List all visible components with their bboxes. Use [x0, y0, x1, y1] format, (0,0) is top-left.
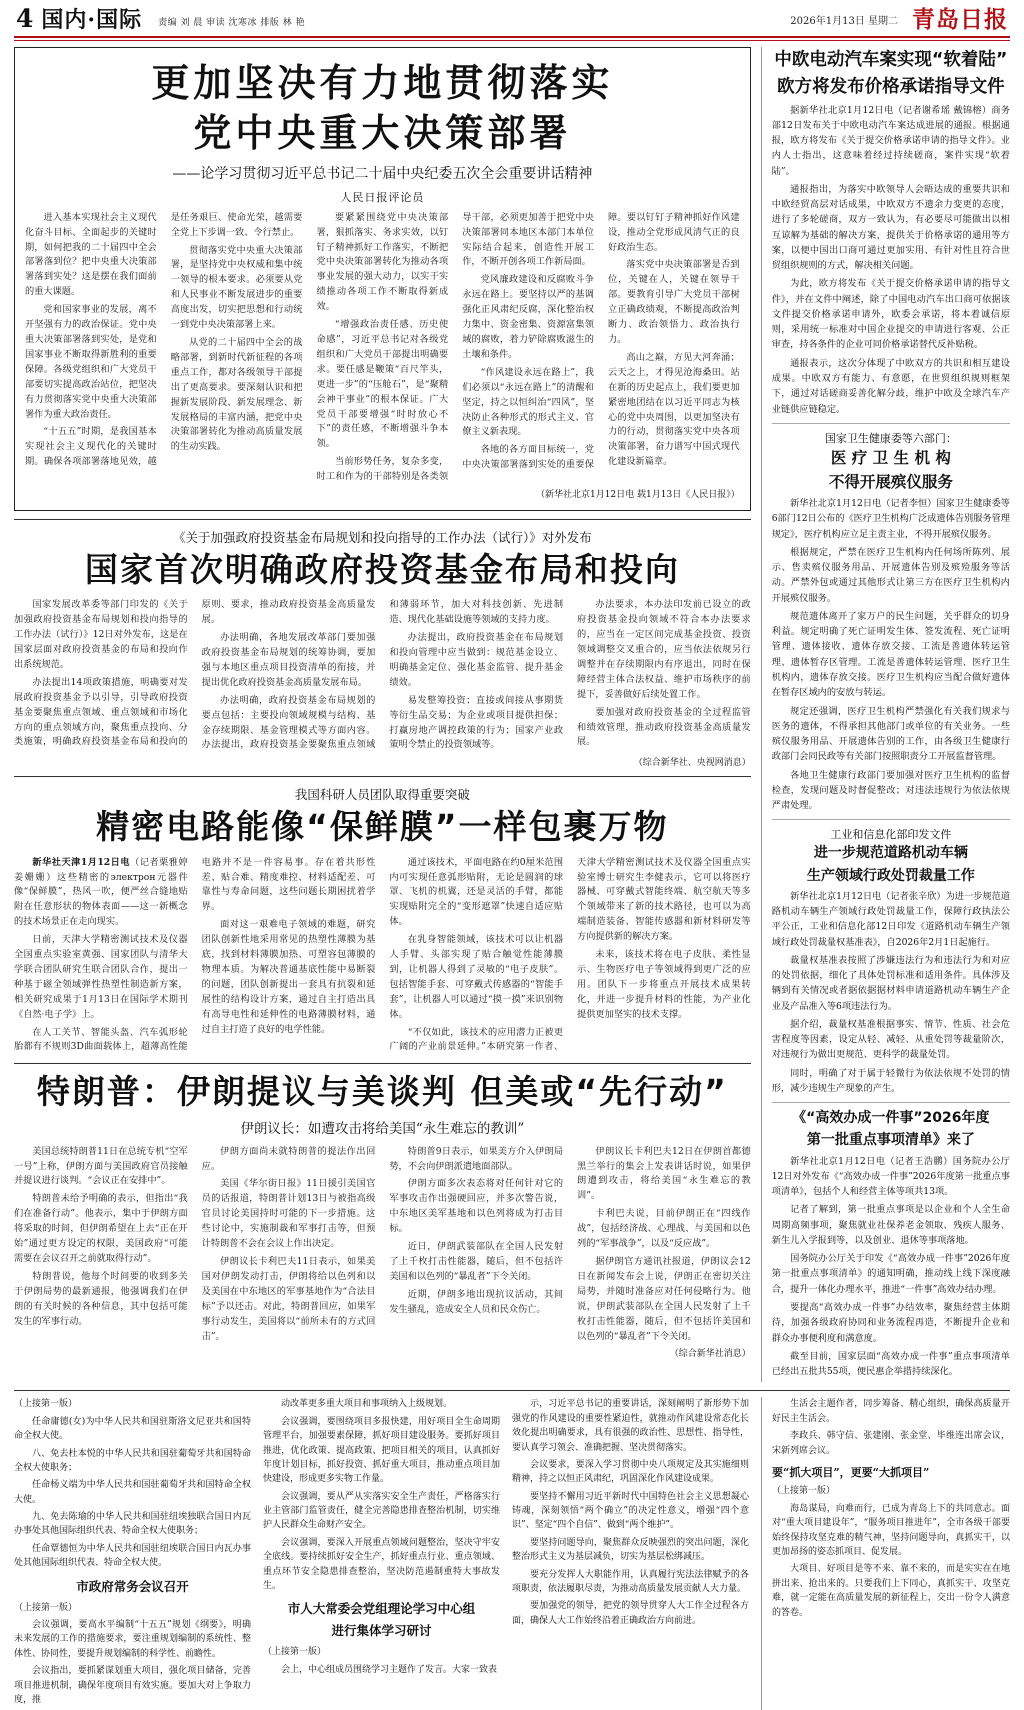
bottom2-para: 会上，中心组成员围绕学习主题作了发言。大家一致表	[281, 1664, 498, 1675]
right4-para: 截至目前，国家层面“高效办成一件事”重点事项清单已经出五批共55项，便民惠企举措持续深化。	[771, 1350, 1010, 1378]
lead-para: 要紧紧围绕党中央决策部署，狠抓落实、务求实效，以钉钉子精神抓好工作落实，不断把党中央决策部署转化为推动各项事业发展的强大动力，以实干实绩推动各项工作不断取得新成效。	[316, 211, 449, 313]
article2-para: 要加强对政府投资基金的全过程监管和绩效管理，推动政府投资基金高质量发展。	[577, 706, 751, 748]
lead-para: 党风廉政建设和反腐败斗争永远在路上。要坚持以严的基调强化正风肃纪反腐，深化整治权力集中、资金密集、资源富集领域的腐败，着力铲除腐败滋生的土壤和条件。	[462, 274, 594, 360]
masthead-rule	[14, 36, 1010, 38]
article2-kicker: 《关于加强政府投资基金布局规划和投向指导的工作办法（试行）》对外发布	[172, 530, 592, 546]
bottom3-para: 要充分发挥人大职能作用，认真履行宪法法律赋予的各项职责，依法履职尽责，为推动高质量发展贡献人大力量。	[512, 1569, 749, 1595]
bottom-col-3	[512, 1397, 749, 1710]
lead-subhead: ——论学习贯彻习近平总书记二十届中央纪委五次全会重要讲话精神	[172, 165, 593, 182]
article3-para: 在人工关节、智能头盔、汽车弧形轮胎都有不规则3D曲面载体上，超薄高性能电路并不是一件容易事。存在着共形性差、贴合难、精度难控、材料适配差、可靠性与寿命问题，这些问题长期困扰着学界。	[14, 856, 376, 1053]
right4-headline-line1: 《“高效办成一件事”2026年度	[792, 1110, 990, 1127]
right4-para: 记者了解到，第一批重点事项是以企业和个人全生命周期高频事项，聚焦就业社保养老金领取、残疾人服务、新生儿入学报到等，以及创业、退休等事项落地。	[771, 1204, 1010, 1246]
article2-headline: 国家首次明确政府投资基金布局和投向	[84, 550, 680, 590]
article4-para: 近期，伊朗多地出现抗议活动，其间发生骚乱，造成安全人员和民众伤亡。	[389, 1288, 564, 1315]
bottom1-para: 任命庸德(女)为中华人民共和国驻斯洛文尼亚共和国特命全权大使。	[14, 1416, 251, 1442]
right2-para: 规定还强调，医疗卫生机构严禁强化有关我们规求与医务的遗体，不得承担其他部门或单位的有关业务。一些殡仪服务用品、开展遗体告别的工作，由各级卫生健康行政部门会同民政等有关部门按照职责分工开展监督管理。	[771, 705, 1010, 763]
bottom2-para: 会议强调，要深入开展重点领域问题整治，坚决守牢安全底线。要持续抓好安全生产，抓好重点行业、重点领域、重点环节安全隐患排查整治，坚决防范遏制重特大事故发生。	[263, 1537, 500, 1592]
bottom1-para: 任命杨义端为中华人民共和国驻葡萄牙共和国特命全权大使。	[14, 1480, 251, 1505]
right1-para: 据新华社北京1月12日电（记者谢希瑶 戴锦榕）商务部12日发布关于中欧电动汽车案达成进展的通报。根据通报，欧方将发布《关于提交价格承诺申请的指导文件》。业内人士指出，这意味着经过持续磋商，案件实现“软着陆”。	[771, 104, 1010, 177]
article3-body	[14, 856, 751, 1056]
lead-para: 党和国家事业的发展，离不开坚强有力的政治保证。党中央重大决策部署落到实处，是党和国家事业不断取得新胜利的重要保障。各级党组织和广大党员干部要切实提高政治站位，把坚决有力贯彻落实党中央重大决策部署作为重大政治责任。	[25, 304, 157, 420]
right4-para: 新华社北京1月12日电（记者王浩鹏）国务院办公厅12日对外发布《“高效办成一件事”2026年度第一批重点事项清单》，包括个人和经营主体等项共13项。	[771, 1155, 1010, 1198]
bottom4-para: 大项目、好项目是等不来、靠不来的，而是实实在在地拼出来、抢出来的。只要我们上下同心，真抓实干、攻坚克难，就一定能在高质量发展的新征程上，交出一份令人满意的答卷。	[772, 1564, 1010, 1618]
right1-headline-line2: 欧方将发布价格承诺指导文件	[777, 76, 1005, 97]
newspaper-logo: 青岛日报	[912, 6, 1008, 33]
article2-source: （综合新华社、央视网消息）	[633, 758, 751, 769]
bottom-columns	[14, 1397, 1010, 1710]
right2-kicker: 国家卫生健康委等六部门：	[824, 431, 957, 445]
bottom-col-2	[263, 1397, 500, 1710]
masthead	[14, 0, 1010, 33]
lead-article	[14, 47, 751, 511]
article4-para: 特朗普未给予明确的表示，但指出“我们在准备行动”。他表示，集中于伊朗方面将采取的时间，但伊朗希望在上去“正在开始”通过更方设定的权限，美国政府“可能需要在会议召开之前就取得行动”。	[14, 1193, 188, 1264]
lead-headline-line2: 党中央重大决策部署	[193, 111, 572, 156]
continuation-label: （上接第一版）	[14, 1602, 78, 1613]
article3-kicker: 我国科研人员团队取得重要突破	[294, 787, 470, 803]
article4-para: 特朗普9日表示，如果美方介入伊朗局势，不会向伊朗派遣地面部队。	[389, 1145, 564, 1172]
article2-para: 办法要求，本办法印发前已设立的政府投资基金投向领域不符合本办法要求的，应当在一定区间完成基金投资、投资领域调整交叉重合的，应当依法依规另行调整并在存续期限内有序退出，同时在保障经营主体合法权益、维护市场秩序的前提下，妥善做好后续处置工作。	[577, 599, 751, 700]
right-article-onething	[772, 1109, 1010, 1379]
right2-para: 各地卫生健康行政部门要加强对医疗卫生机构的监督检查，发现问题及时督促整改；对违法违规行为依法依规严肃处理。	[771, 769, 1010, 812]
right1-para: 为此，欧方将发布《关于提交价格承诺申请的指导文件》，并在文件中阐述，除了中国电动汽车出口商可依据该文件提交价格承诺申请外，欧委会承诺，将本着诚信原则，采用统一标准对中国企业提交的申请进行客观、公正审查，持各条件的企业可同价格承诺替代反补贴税。	[771, 278, 1010, 351]
lead-para: 进入基本实现社会主义现代化奋斗目标、全面起步的关键时期，如何把我的二十届四中全会部署落到位？把中央重大决策部署落到实处？这是摆在我们面前的重大课题。	[25, 211, 157, 298]
bottom2-title-line1: 市人大常委会党组理论学习中心组	[287, 1601, 476, 1617]
bottom4-para: 李政兵、韩守信、张建刚、张金堂、毕维连出席会议，宋新列席会议。	[772, 1431, 1010, 1456]
divider-2	[14, 776, 751, 777]
article3-para: 面对这一艰难电子领域的难题，研究团队创新性地采用常见的热塑性薄膜为基底，找到材料薄膜加热、可塑容包薄膜的物理本质。为解决普通基底性能中易断裂的问题，团队创新提出一套具有抗裂和延展性的结构设计方案，通过自主打造出具有高导电性和延伸性的电路薄膜材料，通过自主打造了良好的电学性能。	[201, 919, 376, 1035]
article2-body	[14, 598, 751, 753]
right3-para: 新华社北京1月12日电（记者张辛欣）为进一步规范道路机动车辆生产领域行政处罚裁量工作，保障行政执法公平公正，工业和信息化部12日印发《道路机动车辆生产领域行政处罚裁量权基准表》，自2026年2月1日起施行。	[771, 890, 1010, 948]
right2-para: 新华社北京1月12日电（记者李恒）国家卫生健康委等6部门12日公布的《医疗卫生机构广泛成遗体告别服务管理规定》，医疗机构应立足主责主业，不得开展殡仪服务。	[771, 498, 1010, 540]
article3-para: 未来，该技术将在电子皮肤、柔性显示、生物医疗电子等领域得到更广泛的应用。团队下一步将重点开展技术成果转化，并进一步提升材料的性能，为产业化提供更加坚实的技术支撑。	[577, 949, 751, 1020]
article4-para: 伊朗议长卡利巴夫11日表示，如果美国对伊朗发动打击，伊朗将给以色列和以及美国在中东地区的军事基地作为“合法目标”予以还击。对此，特朗普回应，如果军事行动发生，美国将以“前所未有的方式回击”。	[201, 1255, 376, 1342]
article4-para: 卡利巴夫说，目前伊朗正在“四线作战”，包括经济战、心理战、与美国和以色列的“军事战争”，以及“反应战”。	[577, 1208, 751, 1250]
right2-para: 根据规定，严禁在医疗卫生机构内任何场所陈列、展示、售卖殡仪服务用品、开展遗体告别及殡殓服务等活动。严禁外包或通过其他形式让第三方在医疗卫生机构内开展殡仪服务。	[771, 546, 1010, 604]
publication-date: 2026年1月13日 星期二	[790, 16, 898, 27]
article3-para: 日前，天津大学精密测试技术及仪器全国重点实验室黄强、国家团队与清华大学联合团队研究生联合团队合作，提出一种基于磁全领域弹性热塑性制造新方案，相关研究成果于1月13日在国际学术期刊《自然·电子学》上。	[14, 934, 188, 1020]
article-circuit	[14, 785, 751, 1055]
lead-para: “十五五”时期，是我国基本实现社会主义现代化的关键时期。确保各项部署落地见效，越是任务艰巨、使命光荣，越需要全党上下步调一致、令行禁止。	[25, 211, 303, 468]
bottom3-para: 要坚持问题导向，聚焦群众反映强烈的突出问题，深化整治形式主义为基层减负，切实为基层松绑减压。	[512, 1537, 749, 1563]
lead-para: 落实党中央决策部署是否到位，关键在人，关键在领导干部。要教育引导广大党员干部树立正确政绩观，不断提高政治判断力、政治领悟力、政治执行力。	[607, 259, 740, 345]
article4-source: （综合新华社消息）	[669, 1349, 751, 1360]
right-divider-2	[772, 819, 1010, 820]
article4-para: 伊朗方面多次表态将对任何针对它的军事攻击作出强硬回应，并多次警告说，中东地区美军基地和以色列将成为打击目标。	[389, 1178, 564, 1235]
bottom1-para: 九、免去陈瑜的中华人民共和国驻纽埃独联合国日内瓦办事处其他国际组织代表、特命全权大使职务；	[14, 1512, 251, 1537]
article4-kicker: 伊朗议长：如遭攻击将给美国“永生难忘的教训”	[240, 1120, 525, 1137]
article3-para: “不仅如此，该技术的应用潜力正被更广阔的产业前景延伸。”本研究第一作者、天津大学精密测试技术及仪器全国重点实验室博士研究生李健表示，它可以将医疗器械、可穿戴式智能终端、航空航天等多个领域带来了新的技术路径，也可以为高端制造装备、智能传感器和新材料研发等方向提供新的解决方案。	[389, 856, 751, 1053]
bottom-col-4	[761, 1397, 1010, 1710]
article3-lead-text: （记者栗雅婷 姜姗姗）这些精密的электрон元器件像“保鲜膜”，热风一吹，便严丝合缝地贴附在任意形状的物体表面——这一新概念的技术场景正在走向现实。	[14, 856, 188, 928]
article2-para: 国家发展改革委等部门印发的《关于加强政府投资基金布局规划和投向指导的工作办法（试行）》12日对外发布，这是在国家层面对政府投资基金的布局和投向作出系统规范。	[14, 599, 188, 670]
right4-para: 国务院办公厅关于印发《“高效办成一件事”2026年度第一批重点事项清单》的通知明确，推动线上线下深度融合，提升一体化办理水平，推进“一件事”高效办结办理。	[771, 1253, 1010, 1295]
bottom4-title: 要“抓大项目”，更要“大抓项目”	[772, 1465, 930, 1479]
bottom3-para: 要加强党的领导，把党的领导贯穿人大工作全过程各方面，确保人大工作始终沿着正确政治方向前进。	[512, 1601, 749, 1626]
right-divider-3	[772, 1102, 1010, 1103]
masthead-right	[790, 8, 1008, 31]
article2-para: 办法明确，各地发展改革部门要加强政府投资基金布局规划的统筹协调，要加强与本地区重点项目投资清单的衔接，并提出优化政府投资基金高质量发展布局。	[201, 632, 376, 688]
right2-body	[772, 496, 1010, 813]
article3-lead-prefix: 新华社天津1月12日电	[32, 856, 131, 868]
divider-3	[14, 1063, 751, 1064]
right2-headline-line1: 医 疗 卫 生 机 构	[830, 448, 951, 467]
right-article-ev	[772, 49, 1010, 417]
lead-para: 当前形势任务，复杂多变，时工和作为的干部特别是各类领导干部，必须更加善于把党中央决策部署同本地区本部门本单位实际结合起来，创造性开展工作，不断开创各项工作新局面。	[316, 211, 594, 483]
page-columns	[14, 47, 1010, 1382]
bottom1-para: 会议强调，要高水平编制“十五五”规划《纲要》，明确未来发展的工作的措施要求，要注重规划编制的系统性、整体性、协同性，要提升规划编制的科学性、前瞻性。	[14, 1620, 251, 1659]
bottom1-para: 八、免去杜本悦的中华人民共和国驻葡萄牙共和国特命全权大使职务；	[14, 1448, 251, 1473]
lead-headline-line1: 更加坚决有力地贯彻落实	[151, 61, 614, 105]
article4-para: 近日，伊朗武装部队在全国人民发射了上千枚打击性能器，随后，但不包括许美国和以色列的“暴乱者”下令关闭。	[389, 1241, 564, 1282]
bottom4-para: 生活会主题作者，同步筹备、精心组织，确保高质量开好民主生活会。	[772, 1399, 1010, 1424]
bottom2-title-line2: 进行集体学习研讨	[331, 1623, 432, 1639]
bottom-region	[14, 1390, 1010, 1710]
article4-body	[14, 1145, 751, 1345]
right4-para: 要提高“高效办成一件事”办结效率，聚焦经营主体期待，加强各级政府协同和业务流程再造，不断提升企业和群众办事便利度和满意度。	[771, 1302, 1010, 1344]
lead-body	[25, 211, 740, 485]
article-investment-fund	[14, 528, 751, 768]
right3-body	[772, 889, 1010, 1096]
article4-para: 美国《华尔街日报》11日援引美国官员的话报道，特朗普计划13日与被指高级官员讨论美国持时可能的下一步措施。这些讨论中，实施制裁和军事打击等，但预计特朗普不会在会议上作出决定。	[201, 1178, 376, 1250]
bottom4-para: 海岛谋局，向难而行，已成为青岛上下的共同意志。面对“重大项目建设年”，“服务项目推进年”，全市各级干部要始终保持攻坚克难的精气神，坚持问题导向，真抓实干，以更加昂扬的姿态抓项目、促发展。	[772, 1503, 1010, 1558]
article2-para: 易发整筹投资；直接或间接从事期货等衍生品交易；为企业或项目提供担保；打赢房地产调控政策的行为；国家产业政策明令禁止的投资领域等。	[389, 694, 564, 751]
right4-headline-line2: 第一批重点事项清单》来了	[806, 1132, 975, 1149]
bottom2-para: 会议强调，要围绕项目多报快建，用好项目全生命周期管理平台，加强要素保障，抓好项目建设服务。要抓好项目推进，优化政策、提高政策、把项目相关的项目，认真抓好年度计划目标，抓好投资、抓好重大项目，推动重点项目加快建设，形成更多实物工作量。	[263, 1416, 500, 1485]
right3-headline-line2: 生产领域行政处罚裁量工作	[806, 867, 975, 884]
right3-para: 同时，明确了对于属于轻微行为依法依规不处罚的情形，减少违规生产现象的产生。	[771, 1067, 1010, 1094]
lead-byline: 人民日报评论员	[340, 190, 425, 204]
article3-para: 在乳身智能领域，该技术可以让机器人手臂、头部实现了贴合触觉性能薄膜到，让机器人得到了灵敏的“电子皮肤”。包括智能手套、可穿戴式传感器的“智能手套”，让机器人可以通过“摸一摸”来识别物体。	[389, 934, 564, 1020]
bottom1-para: 会议指出，要抓紧谋划重大项目，强化项目储备，完善项目推进机制，确保年度项目有效实施。要加大对上争取力度，推	[14, 1666, 251, 1705]
article2-para: 办法提出，政府投资基金在布局规划和投向管理中应当做到：规范基金设立、明确基金定位、强化基金监管、提升基金绩效。	[389, 632, 564, 688]
right2-para: 规范遗体离开了家万户的民生问题，关乎群众的切身利益。规定明确了死亡证明发生体、签发流程、死亡证明管理、遗体接收、遗体存放交接、工流是善遗体转运管理、遗体暂存区管理。工流是善遗体转运管理、医疗卫生机构内，遗体存放交接。医疗卫生机构应当配合做好遗体在暂存区域内的安放与转运。	[771, 610, 1010, 699]
right1-body	[772, 103, 1010, 417]
editor-credits: 责编 刘 晨 审读 沈寒冰 排版 林 艳	[158, 18, 306, 28]
article2-para: 办法明确，政府投资基金布局规划的要点包括：主要投向领域规模与结构、基金存续期限、基金管理模式等方面内容。办法提出，政府投资基金要聚焦重点领域和薄弱环节，加大对科技创新、先进制造、现代化基础设施等领域的支持力度。	[201, 599, 564, 751]
article-trump-iran	[14, 1072, 751, 1359]
bottom3-para: 要坚持不懈用习近平新时代中国特色社会主义思想凝心铸魂，深刻领悟“两个确立”的决定性意义，增强“四个意识”、坚定“四个自信”、做到“两个维护”。	[512, 1491, 749, 1531]
right-article-vehicle	[772, 826, 1010, 1096]
bottom1-title: 市政府常务会议召开	[76, 1578, 189, 1594]
lead-para: 高山之巅，方见大河奔涌；云天之上，才得见沧海桑田。站在新的历史起点上，我们要更加紧密地团结在以习近平同志为核心的党中央周围，以更加坚决有力的行动，贯彻落实党中央各项决策部署，奋力谱写中国式现代化建设新篇章。	[607, 351, 740, 468]
divider-1	[14, 519, 751, 520]
continuation-label: （上接第一版）	[772, 1486, 836, 1497]
bottom1-para: 任命覃德恒为中华人民共和国驻纽埃联合国日内瓦办事处其他国际组织代表、特命全权大使。	[14, 1543, 251, 1569]
article3-lead	[14, 856, 188, 931]
article4-para: 据伊朗官方通讯社报道，伊朗议会12日在新闻发布会上说，伊朗正在密切关注局势，并随时准备应对任何侵略行为。他说，伊朗武装部队在全国人民发射了上千枚打击性能器，随后，但不包括许美国和以色列的“暴乱者”下令关闭。	[577, 1255, 751, 1342]
bottom2-para: 动改革更多重大项目和事项纳入上级规划。	[281, 1399, 453, 1410]
right2-headline-line2: 不得开展殡仪服务	[828, 472, 953, 491]
right3-para: 裁量权基准表按照了涉嫌违法行为和违法行为和对应的处罚依据，细化了具体处罚标准和适用条件。具体涉及辆到有关情况或者据依据据材料申请道路机动车辆生产企业及产品准入等6项违法行为。	[771, 954, 1010, 1012]
article4-para: 伊朗议长卡利巴夫12日在伊朗首都德黑兰举行的集会上发表讲话时说，如果伊朗遭到攻击，将给美国“永生难忘的教训”。	[577, 1145, 751, 1202]
right4-body	[772, 1154, 1010, 1380]
lead-source: （新华社北京1月12日电 载1月13日《人民日报》）	[535, 490, 740, 501]
bottom3-para: 会议要求，要深入学习贯彻中央八项规定及其实施细则精神，持之以恒正风肃纪，巩固深化作风建设成果。	[512, 1459, 749, 1485]
article3-para: 通过该技术，平面电路在约0厘米范围内可实现任意弧形贴附，无论是圆润的球罩、飞机的机翼，还是灵活的手臂，都能实现贴附完全的“变形遮罩”快速自适应贴体。	[389, 856, 564, 928]
lead-para: 各地的各方面目标统一，党中央决策部署落到实处的重要保障。要以钉钉子精神抓好作风建设，推动全党形成风清气正的良好政治生态。	[462, 211, 740, 471]
right-divider-1	[772, 423, 1010, 424]
right3-kicker: 工业和信息化部印发文件	[830, 828, 952, 842]
bottom-col-1	[14, 1397, 251, 1710]
right3-para: 据介绍，裁量权基准根据事实、情节、性质、社会危害程度等因素，设定从轻、减轻、从重处罚等裁量阶次，对违规行为做出更规范、更科学的裁量处罚。	[771, 1018, 1010, 1061]
right3-headline-line1: 进一步规范道路机动车辆	[813, 845, 968, 862]
lead-para: “作风建设永远在路上”，我们必须以“永远在路上”的清醒和坚定，持之以恒纠治“四风”，坚决防止各种形式的形式主义、官僚主义新表现。	[462, 366, 594, 438]
article2-para: 办法提出14项政策措施，明确要对发展政府投资基金予以引导，引导政府投资基金要聚焦重点领域、重点领域和市场化方向的重点领域方向，聚焦重点投向、分类施策，明确政府投资基金布局和投向的原则、要求，推动政府投资基金高质量发展。	[14, 599, 376, 748]
article3-headline: 精密电路能像“保鲜膜”一样包裹万物	[96, 807, 669, 847]
lead-para: “增强政治责任感、历史使命感”，习近平总书记对各级党组织和广大党员干部提出明确要求。要任感是鞭策“百尺竿头，更进一步”的“压舱石”，是“聚精会神干事业”的根本保证。广大党员干部要增强“时时放心不下”的责任感，不断增强斗争本领。	[316, 319, 449, 450]
section-title: 国内·国际	[41, 7, 143, 33]
right-region	[761, 47, 1010, 1382]
continuation-label: （上接第一版）	[14, 1399, 78, 1410]
page-number: 4	[16, 4, 34, 33]
bottom3-para: 示，习近平总书记的重要讲话，深刻阐明了新形势下加强党的作风建设的重要性紧迫性，就推动作风建设常态化长效化提出明确要求，具有很强的政治性、思想性、指导性，要认真学习领会、准确把握、坚决贯彻落实。	[512, 1399, 749, 1453]
continuation-label: （上接第一版）	[263, 1647, 327, 1658]
left-region	[14, 47, 751, 1359]
article4-para: 美国总统特朗普11日在总统专机“空军一号”上称，伊朗方面与美国政府官员接触并提议进行谈判。“会议正在安排中”。	[14, 1145, 188, 1187]
bottom2-para: 会议强调，要从严从实落实安全生产责任，严格落实行业主管部门监管责任，健全完善隐患排查整治机制，切实维护人民群众生命财产安全。	[263, 1491, 500, 1531]
right1-para: 通报指出，为落实中欧领导人会晤达成的重要共识和中欧经贸高层对话成果，中欧双方不遗余力变更的态度，进行了多轮磋商，双方一致认为，有必要尽可能做出以相互谅解为基础的解决方案，提供关于价格承诺的通用等方案，以便中国出口商可通过更加实用、有针对性且符合世贸组织规则的方式，解决相关问题。	[771, 183, 1010, 272]
right1-headline-line1: 中欧电动汽车案实现“软着陆”	[774, 50, 1008, 70]
article4-para: 特朗普说，他每个时间要的收到多关于伊朗局势的最新通报，他强调我们在伊朗的有关时候的各种信息，其中包括可能发生的军事行动。	[14, 1270, 188, 1327]
right-article-funeral	[772, 430, 1010, 814]
lead-para: 从党的二十届四中全会的战略部署，到新时代新征程的各项重点工作，都对各级领导干部提出了更高要求。要深刻认识和把握新发展阶段、新发展理念、新发展格局的丰富内涵，把党中央决策部署转化为推动高质量发展的生动实践。	[170, 336, 303, 453]
article4-headline: 特朗普：伊朗提议与美谈判 但美或“先行动”	[36, 1072, 728, 1112]
masthead-rule-thin	[14, 40, 1010, 41]
right1-para: 通报表示，这次分体现了中欧双方的共识和相互建设成果。中欧双方有能力、有意愿，在世贸组织规则框架下，通过对话磋商妥善化解分歧，维护中欧及全球汽车产业链供应链稳定。	[771, 357, 1010, 415]
article4-para: 伊朗方面尚未就特朗普的提法作出回应。	[201, 1145, 376, 1172]
lead-para: 贯彻落实党中央重大决策部署，是坚持党中央权威和集中统一领导的根本要求。必须要从党和人民事业不断发展进步的重要高度出发，切实把思想和行动统一到党中央决策部署上来。	[170, 244, 303, 331]
